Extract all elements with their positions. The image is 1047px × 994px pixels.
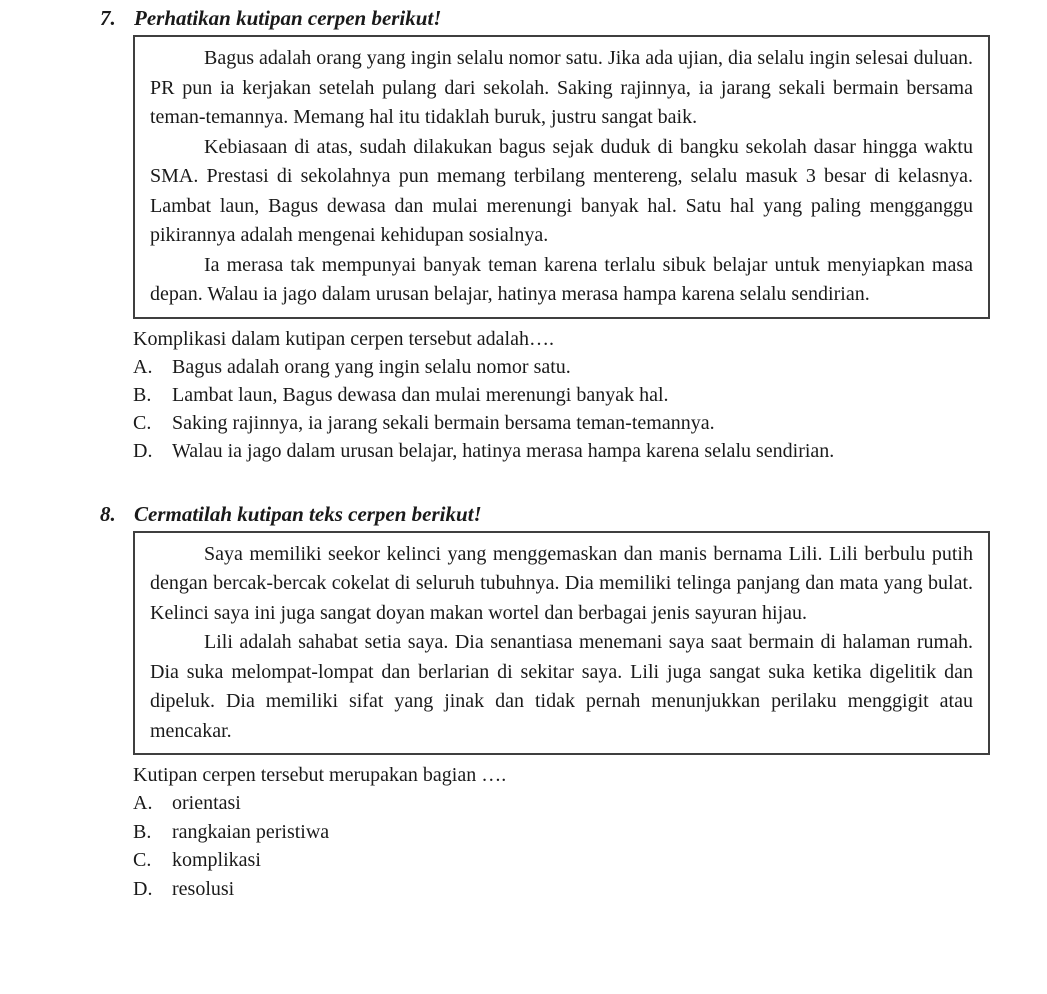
question-7-prompt: Perhatikan kutipan cerpen berikut!: [134, 6, 442, 30]
question-block-8: [0, 501, 1047, 904]
option-letter: D.: [133, 439, 153, 462]
question-8-option-b: [133, 818, 997, 847]
option-letter: C.: [133, 411, 152, 434]
passage-paragraph: Ia merasa tak mempunyai banyak teman karena terlalu sibuk belajar untuk menyiapkan masa depan. Walau ia jago dalam urusan belajar, hatinya merasa hampa karena selalu sendirian.: [150, 253, 973, 305]
question-7-number: 7.: [100, 6, 116, 30]
question-7-option-b: [133, 381, 997, 409]
option-text: Saking rajinnya, ia jarang sekali bermain bersama teman-temannya.: [172, 411, 715, 434]
question-8-number: 8.: [100, 501, 116, 526]
option-text: Lambat laun, Bagus dewasa dan mulai merenungi banyak hal.: [172, 383, 669, 406]
question-block-7: [0, 5, 1047, 465]
question-7-text: Komplikasi dalam kutipan cerpen tersebut adalah….: [133, 327, 554, 350]
option-letter: D.: [133, 877, 153, 900]
question-8-option-a: [133, 789, 997, 818]
option-text: Walau ia jago dalam urusan belajar, hatinya merasa hampa karena selalu sendirian.: [172, 439, 835, 462]
question-7-header: [100, 5, 1047, 32]
option-letter: B.: [133, 383, 152, 406]
option-letter: C.: [133, 849, 152, 871]
passage-paragraph: Bagus adalah orang yang ingin selalu nomor satu. Jika ada ujian, dia selalu ingin selesai duluan. PR pun ia kerjakan setelah pulang dari sekolah. Saking rajinnya, ia jarang sekali bermain bersama teman-temannya. Memang hal itu tidaklah buruk, justru sangat baik.: [150, 47, 973, 128]
option-letter: B.: [133, 820, 152, 843]
question-7-passage-box: [133, 35, 990, 319]
passage-paragraph: Saya memiliki seekor kelinci yang menggemaskan dan manis bernama Lili. Lili berbulu putih dengan bercak-bercak cokelat di seluruh tubuhnya. Dia memiliki telinga panjang dan mata yang bulat. Kelinci saya ini juga sangat doyan makan wortel dan berbagai jenis sayuran hijau.: [150, 542, 973, 624]
passage-paragraph: Lili adalah sahabat setia saya. Dia senantiasa menemani saya saat bermain di halaman rumah. Dia suka melompat-lompat dan berlarian di sekitar saya. Lili juga sangat suka ketika digelitik dan dipeluk. Dia memiliki sifat yang jinak dan tidak pernah menunjukkan perilaku menggigit atau mencakar.: [150, 631, 973, 742]
option-text: rangkaian peristiwa: [172, 820, 330, 843]
passage-paragraph: Kebiasaan di atas, sudah dilakukan bagus sejak duduk di bangku sekolah dasar hingga waktu SMA. Prestasi di sekolahnya pun memang terbilang mentereng, selalu masuk 3 besar di kelasnya. Lambat laun, Bagus dewasa dan mulai merenungi banyak hal. Satu hal yang paling mengganggu pikirannya adalah mengenai kehidupan sosialnya.: [150, 135, 973, 246]
option-letter: A.: [133, 792, 153, 814]
option-text: resolusi: [172, 877, 235, 900]
option-text: orientasi: [172, 792, 241, 814]
question-8-passage-box: [133, 531, 990, 756]
question-7-option-a: [133, 353, 997, 381]
question-8-prompt: Cermatilah kutipan teks cerpen berikut!: [134, 501, 482, 526]
option-letter: A.: [133, 355, 153, 378]
question-8-header: [100, 501, 1047, 528]
option-text: Bagus adalah orang yang ingin selalu nomor satu.: [172, 355, 571, 378]
question-7-option-c: [133, 409, 997, 437]
question-8-option-d: [133, 875, 997, 904]
question-7-option-d: [133, 437, 997, 465]
option-text: komplikasi: [172, 849, 261, 871]
question-8-text: Kutipan cerpen tersebut merupakan bagian ….: [133, 764, 507, 786]
question-8-option-c: [133, 846, 997, 875]
